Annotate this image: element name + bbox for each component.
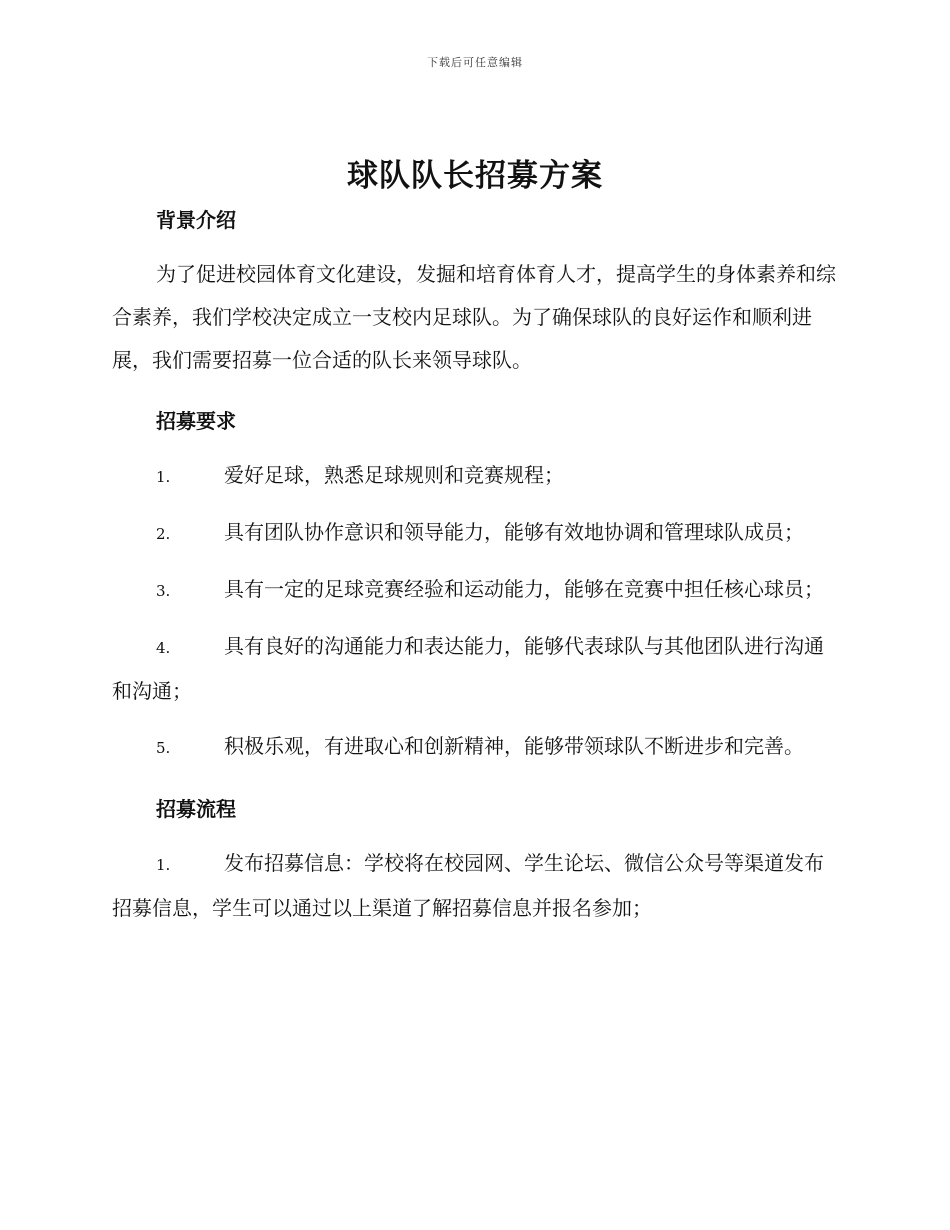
requirement-item-5 xyxy=(112,725,836,770)
list-text: 具有良好的沟通能力和表达能力，能够代表球队与其他团队进行沟通和沟通； xyxy=(112,634,824,703)
list-number: 2. xyxy=(156,525,171,543)
list-number: 1. xyxy=(156,856,171,874)
list-number: 3. xyxy=(156,582,171,600)
document-body xyxy=(112,205,836,930)
list-text: 具有团队协作意识和领导能力，能够有效地协调和管理球队成员； xyxy=(224,520,804,544)
document-title: 球队队长招募方案 xyxy=(347,158,603,194)
section-heading-background: 背景介绍 xyxy=(156,208,236,232)
background-paragraph: 为了促进校园体育文化建设，发掘和培育体育人才，提高学生的身体素养和综合素养，我们学校决定成立一支校内足球队。为了确保球队的良好运作和顺利进展，我们需要招募一位合适的队长来领导球队。 xyxy=(112,262,836,372)
process-item-1 xyxy=(112,842,836,930)
requirement-item-4 xyxy=(112,625,836,713)
requirement-item-1 xyxy=(112,454,836,499)
list-number: 4. xyxy=(156,639,171,657)
section-heading-process: 招募流程 xyxy=(156,797,236,821)
list-number: 5. xyxy=(156,739,171,757)
list-text: 积极乐观，有进取心和创新精神，能够带领球队不断进步和完善。 xyxy=(224,734,804,758)
list-text: 发布招募信息：学校将在校园网、学生论坛、微信公众号等渠道发布招募信息，学生可以通过以上渠道了解招募信息并报名参加； xyxy=(112,851,824,920)
header-note: 下载后可任意编辑 xyxy=(427,56,523,69)
list-number: 1. xyxy=(156,468,171,486)
list-text: 具有一定的足球竞赛经验和运动能力，能够在竞赛中担任核心球员； xyxy=(224,577,824,601)
section-heading-requirements: 招募要求 xyxy=(156,409,236,433)
requirement-item-2 xyxy=(112,511,836,556)
list-text: 爱好足球，熟悉足球规则和竞赛规程； xyxy=(224,463,564,487)
requirement-item-3 xyxy=(112,568,836,613)
